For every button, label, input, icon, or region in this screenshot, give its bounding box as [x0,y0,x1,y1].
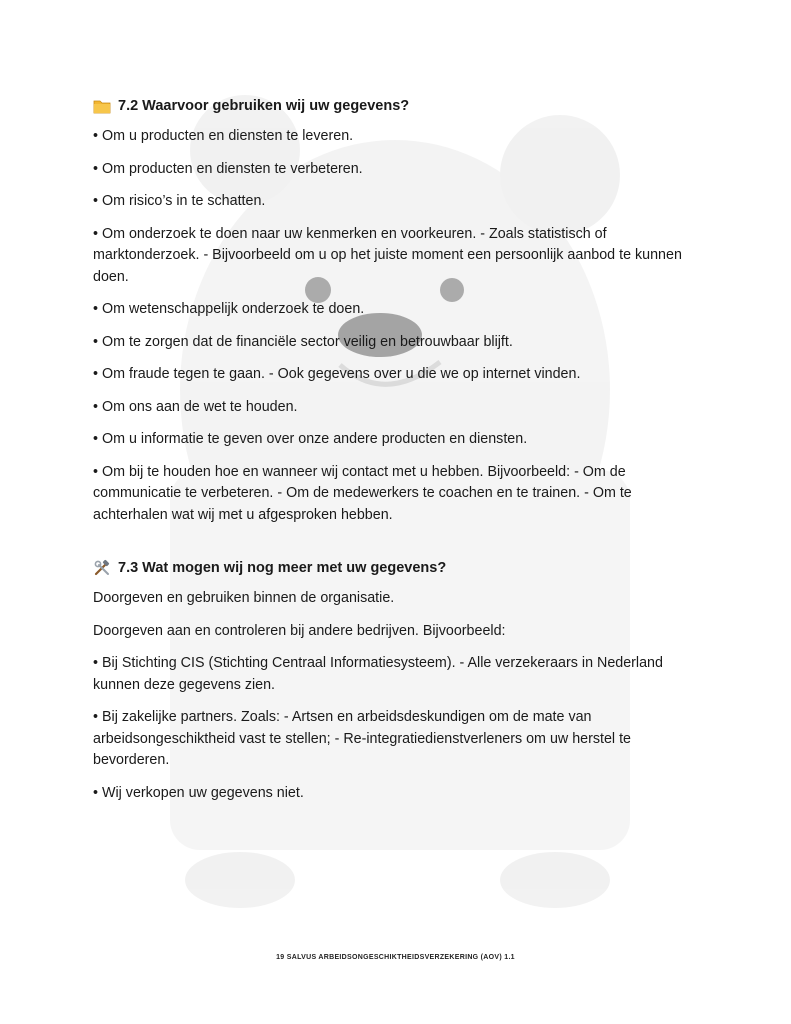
list-item: • Om u producten en diensten te leveren. [93,128,354,144]
document-body [93,96,693,815]
list-item: • Bij zakelijke partners. Zoals: - Artsen en arbeidsdeskundigen om de mate van arbeidsongeschiktheid vast te stellen; - Re-integratiedienstverleners om uw herstel te bevorderen. [93,709,631,768]
list-item: • Om risico’s in te schatten. [93,193,266,209]
folder-icon [93,97,111,115]
list-item: • Bij Stichting CIS (Stichting Centraal Informatiesysteem). - Alle verzekeraars in Nederland kunnen deze gegevens zien. [93,655,663,693]
section-7-2 [93,96,693,526]
section-title: 7.3 Wat mogen wij nog meer met uw gegevens? [118,560,447,576]
list-item: • Om wetenschappelijk onderzoek te doen. [93,301,365,317]
list-item: • Wij verkopen uw gegevens niet. [93,784,304,801]
paragraph: Doorgeven aan en controleren bij andere bedrijven. Bijvoorbeeld: [93,622,506,639]
section-title: 7.2 Waarvoor gebruiken wij uw gegevens? [118,98,410,114]
list-item: • Om ons aan de wet te houden. [93,398,298,415]
paragraph: Doorgeven en gebruiken binnen de organisatie. [93,590,395,606]
hammer-wrench-icon [93,559,111,577]
section-7-3 [93,558,693,804]
list-item: • Om bij te houden hoe en wanneer wij contact met u hebben. Bijvoorbeeld: - Om de communicatie te verbeteren. - Om de medewerkers te coachen en te trainen. - Om te achterhalen wat wij met u afgesproken hebben. [93,463,632,523]
list-item: • Om fraude tegen te gaan. - Ook gegevens over u die we op internet vinden. [93,366,581,382]
list-item: • Om u informatie te geven over onze andere producten en diensten. [93,431,528,447]
list-item: • Om producten en diensten te verbeteren. [93,160,363,177]
section-7-3-heading [93,558,693,578]
list-item: • Om onderzoek te doen naar uw kenmerken en voorkeuren. - Zoals statistisch of marktonderzoek. - Bijvoorbeeld om u op het juiste moment een persoonlijk aanbod te kunnen doen. [93,225,682,285]
list-item: • Om te zorgen dat de financiële sector veilig en betrouwbaar blijft. [93,333,513,350]
section-7-2-heading [93,96,693,116]
page-footer: 19 SALVUS ARBEIDSONGESCHIKTHEIDSVERZEKERING (AOV) 1.1 [276,954,515,961]
